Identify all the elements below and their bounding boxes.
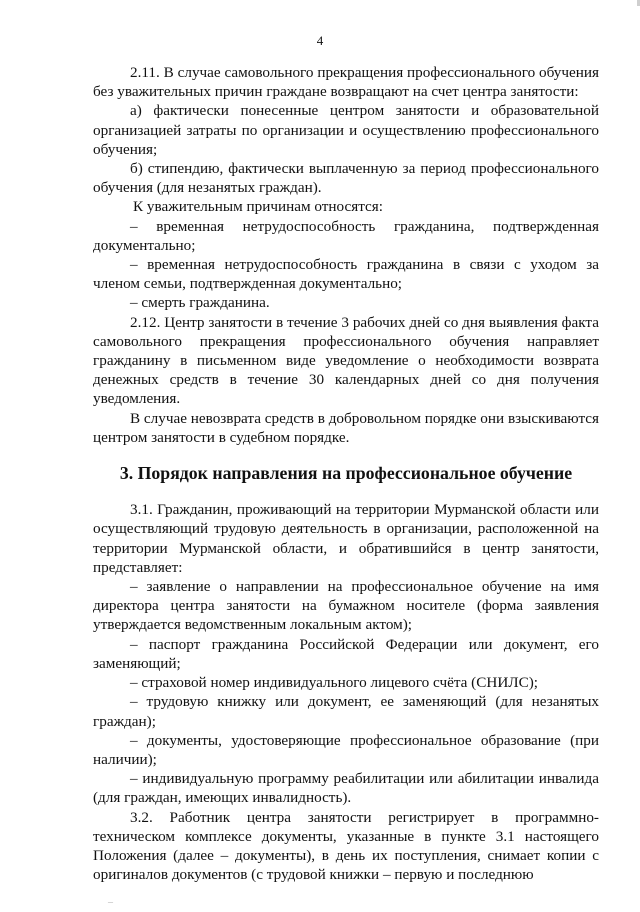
paragraph-valid-reasons: К уважительным причинам относятся: (133, 198, 383, 216)
paragraph-3-2: 3.2. Работник центра занятости регистрирует в программно-техническом комплексе документы, указанные в пункте 3.1 настоящего Положения (далее – документы), в день их поступления, снимает копии с оригиналов документов (с трудовой книжки – первую и последнюю (93, 808, 599, 884)
paragraph-3-1: 3.1. Гражданин, проживающий на территории Мурманской области или осуществляющий трудовую деятельность в организации, расположенной на территории Мурманской области, и обратившийся в центр занятости, представляет: (93, 501, 599, 576)
list-item-work-book: – трудовую книжку или документ, ее заменяющий (для незанятых граждан); (93, 693, 599, 730)
reason-item-1: – временная нетрудоспособность гражданина, подтвержденная документально; (93, 217, 599, 254)
reason-item-3: – смерть гражданина. (130, 294, 270, 312)
section-3-heading: 3. Порядок направления на профессиональное обучение (119, 463, 573, 484)
list-item-rehabilitation-program: – индивидуальную программу реабилитации или абилитации инвалида (для граждан, имеющих инвалидность). (93, 770, 599, 807)
list-item-passport: – паспорт гражданина Российской Федерации или документ, его заменяющий; (93, 635, 599, 672)
paragraph-court-recovery: В случае невозврата средств в добровольном порядке они взыскиваются центром занятости в судебном порядке. (93, 409, 599, 446)
paragraph-item-b: б) стипендию, фактически выплаченную за период профессионального обучения (для незанятых граждан). (93, 160, 599, 197)
list-item-application: – заявление о направлении на профессиональное обучение на имя директора центра занятости на бумажном носителе (форма заявления утверждается ведомственным локальным актом); (93, 578, 599, 634)
document-body (93, 63, 599, 884)
page-number: 4 (316, 33, 324, 48)
paragraph-item-a: а) фактически понесенные центром занятости и образовательной организацией затраты по организации и осуществлению профессионального обучения; (93, 102, 599, 158)
list-item-education-docs: – документы, удостоверяющие профессиональное образование (при наличии); (93, 731, 599, 768)
list-item-snils: – страховой номер индивидуального лицевого счёта (СНИЛС); (130, 674, 539, 692)
reason-item-2: – временная нетрудоспособность гражданина в связи с уходом за членом семьи, подтвержденная документально; (93, 256, 599, 293)
paragraph-2-11: 2.11. В случае самовольного прекращения профессионального обучения без уважительных причин граждане возвращают на счет центра занятости: (93, 64, 599, 101)
scan-bottom-mark: – (108, 897, 113, 908)
paragraph-2-12: 2.12. Центр занятости в течение 3 рабочих дней со дня выявления факта самовольного прекращения профессионального обучения направляет гражданину в письменном виде уведомление о необходимости возврата денежных средств в течение 30 календарных дней со дня получения уведомления. (93, 313, 599, 408)
